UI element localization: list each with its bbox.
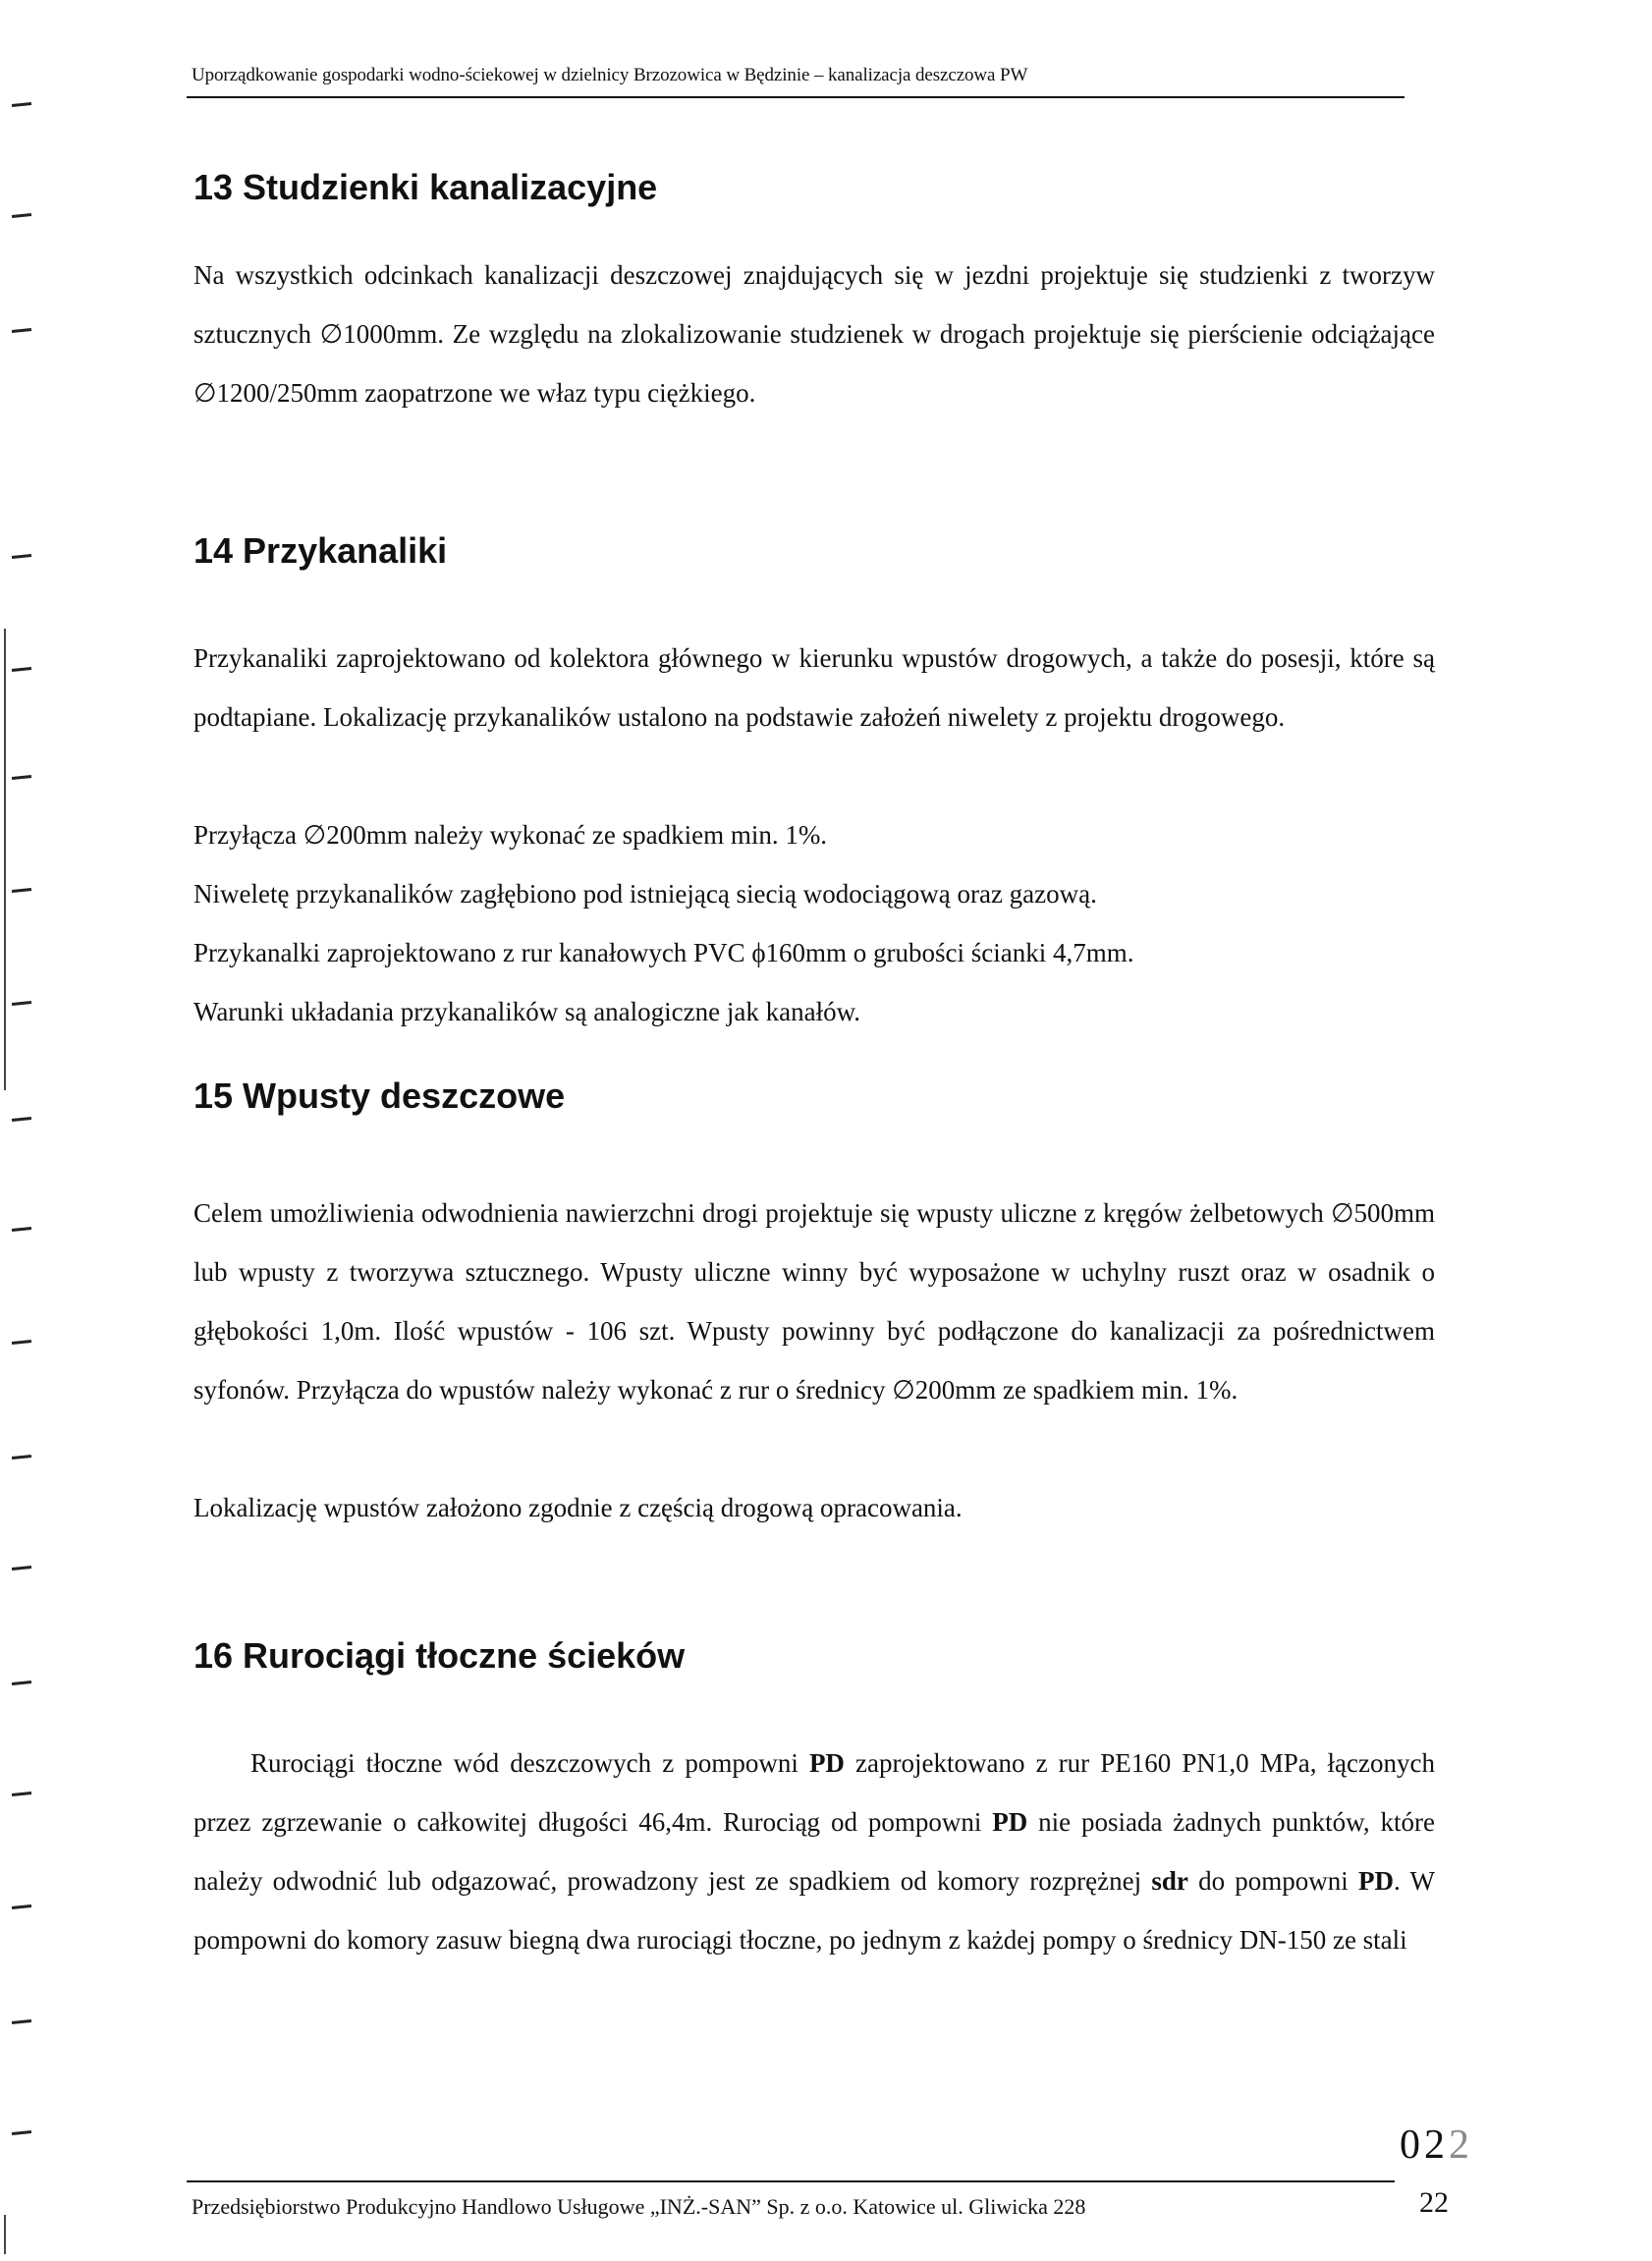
section-16-text: zaprojektowano z rur PE160 PN1,0 MPa, łączonych przez zgrzewanie o całkowitej długości 46,4m. Rurociąg od pompowni (193, 1748, 1435, 1837)
scan-edge-line (4, 629, 6, 1090)
scan-mark (12, 1340, 31, 1345)
pd-term: PD (1358, 1866, 1395, 1896)
scan-edge-line (4, 2215, 6, 2254)
section-13-paragraph: Na wszystkich odcinkach kanalizacji deszczowej znajdujących się w jezdni projektuje się studzienki z tworzyw sztucznych ∅1000mm. Ze względu na zlokalizowanie studzienek w drogach projektuje się pierścienie odciążające ∅1200/250mm zaopatrzone we właz typu ciężkiego. (193, 260, 1435, 408)
scan-mark (12, 775, 31, 780)
section-14-line-3: Przykanalki zaprojektowano z rur kanałowych PVC ϕ160mm o grubości ścianki 4,7mm. (193, 938, 1134, 967)
section-15-heading: 15 Wpusty deszczowe (193, 1075, 566, 1116)
footer-rule (187, 2180, 1395, 2182)
header-rule (187, 96, 1404, 98)
scan-mark (12, 1455, 31, 1460)
scan-mark (12, 2130, 31, 2135)
stamp-faint-digit: 2 (1449, 2123, 1473, 2168)
section-16-heading: 16 Rurociągi tłoczne ścieków (193, 1635, 686, 1676)
section-14-line-1: Przyłącza ∅200mm należy wykonać ze spadkiem min. 1%. (193, 820, 828, 850)
section-15-paragraph: Celem umożliwienia odwodnienia nawierzchni drogi projektuje się wpusty uliczne z kręgów żelbetowych ∅500mm lub wpusty z tworzywa sztucznego. Wpusty uliczne winny być wyposażone w uchylny ruszt oraz w osadnik o głębokości 1,0m. Ilość wpustów - 106 szt. Wpusty powinny być podłączone do kanalizacji za pośrednictwem syfonów. Przyłącza do wpustów należy wykonać z rur o średnicy ∅200mm ze spadkiem min. 1%. (193, 1198, 1435, 1405)
page-number: 22 (1419, 2186, 1449, 2219)
scan-mark (12, 213, 31, 218)
section-13-heading: 13 Studzienki kanalizacyjne (193, 167, 658, 207)
scan-mark (12, 1566, 31, 1571)
section-14-line-2: Niweletę przykanalików zagłębiono pod istniejącą siecią wodociągową oraz gazową. (193, 879, 1097, 909)
stamp-digits: 02 (1400, 2123, 1449, 2168)
section-16-text: nie posiada żadnych punktów, które należy odwodnić lub odgazować, prowadzony jest ze spadkiem od komory rozprężnej (193, 1807, 1435, 1896)
scan-mark (12, 1001, 31, 1006)
scan-mark (12, 2019, 31, 2024)
section-16-paragraph (193, 1734, 1435, 1969)
scan-mark (12, 1681, 31, 1685)
section-16-text: . W pompowni do komory zasuw biegną dwa rurociągi tłoczne, po jednym z każdej pompy o średnicy DN-150 ze stali (193, 1866, 1435, 1955)
footer-company: Przedsiębiorstwo Produkcyjno Handlowo Usługowe „INŻ.-SAN” Sp. z o.o. Katowice ul. Gliwicka 228 (192, 2194, 1086, 2219)
scan-mark (12, 1904, 31, 1909)
pd-term: PD (808, 1748, 845, 1778)
sdr-term: sdr (1151, 1866, 1188, 1896)
scan-mark (12, 1792, 31, 1796)
scan-mark (12, 328, 31, 333)
scan-mark (12, 667, 31, 672)
scan-mark (12, 554, 31, 559)
section-14-heading: 14 Przykanaliki (193, 530, 448, 571)
section-16-text: do pompowni (1187, 1866, 1359, 1896)
section-15-line-1: Lokalizację wpustów założono zgodnie z częścią drogową opracowania. (193, 1493, 963, 1522)
section-14-paragraph: Przykanaliki zaprojektowano od kolektora głównego w kierunku wpustów drogowych, a także do posesji, które są podtapiane. Lokalizację przykanalików ustalono na podstawie założeń niwelety z projektu drogowego. (193, 643, 1435, 732)
scan-mark (12, 1117, 31, 1122)
scan-mark (12, 888, 31, 893)
running-header: Uporządkowanie gospodarki wodno-ściekowej w dzielnicy Brzozowica w Będzinie – kanalizacja deszczowa PW (192, 65, 1028, 85)
scan-mark (12, 1227, 31, 1232)
pd-term: PD (992, 1807, 1028, 1837)
section-14-line-4: Warunki układania przykanalików są analogiczne jak kanałów. (193, 997, 861, 1026)
scan-mark (12, 102, 31, 107)
section-16-text: Rurociągi tłoczne wód deszczowych z pompowni (250, 1748, 809, 1778)
sheet-number-stamp (1400, 2122, 1473, 2169)
